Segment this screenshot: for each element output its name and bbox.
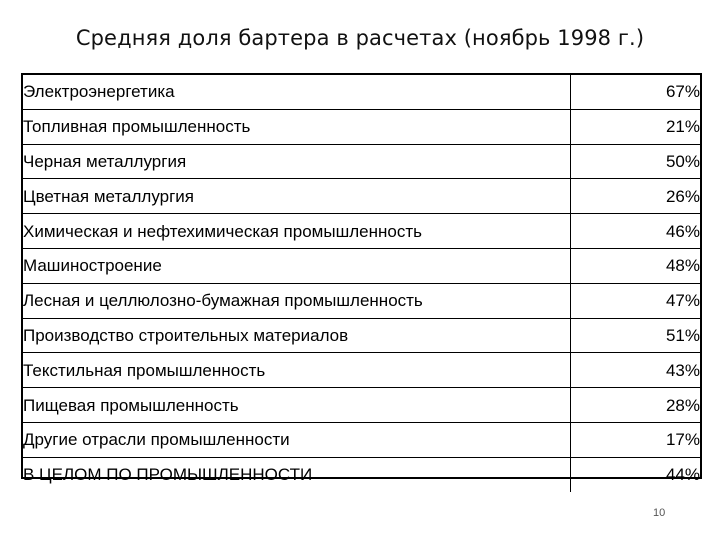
table-row [23, 388, 700, 423]
table-row [23, 318, 700, 353]
table-row [23, 214, 700, 249]
table-row [23, 283, 700, 318]
table-row [23, 75, 700, 109]
page-number: 10 [653, 507, 666, 519]
row-label: Пищевая промышленность [23, 388, 571, 423]
row-label: Лесная и целлюлозно-бумажная промышленность [23, 283, 571, 318]
row-value: 47% [571, 283, 701, 318]
row-value: 51% [571, 318, 701, 353]
row-label: Химическая и нефтехимическая промышленность [23, 214, 571, 249]
slide-title: Средняя доля бартера в расчетах (ноябрь 1998 г.) [75, 26, 645, 50]
data-table [23, 75, 700, 492]
row-label: Другие отрасли промышленности [23, 422, 571, 457]
row-value: 50% [571, 144, 701, 179]
table-row [23, 109, 700, 144]
row-value: 46% [571, 214, 701, 249]
row-label: Цветная металлургия [23, 179, 571, 214]
row-label: Машиностроение [23, 248, 571, 283]
table-row [23, 179, 700, 214]
row-label: В ЦЕЛОМ ПО ПРОМЫШЛЕННОСТИ [23, 457, 571, 491]
row-value: 28% [571, 388, 701, 423]
row-label: Электроэнергетика [23, 75, 571, 109]
table-row-total [23, 457, 700, 491]
row-value: 67% [571, 75, 701, 109]
table-row [23, 353, 700, 388]
table-row [23, 248, 700, 283]
table-row [23, 422, 700, 457]
barter-share-table [21, 73, 702, 485]
row-label: Текстильная промышленность [23, 353, 571, 388]
row-value: 43% [571, 353, 701, 388]
row-label: Производство строительных материалов [23, 318, 571, 353]
row-value: 17% [571, 422, 701, 457]
row-value: 48% [571, 248, 701, 283]
row-value: 44% [665, 465, 700, 485]
row-value: 21% [571, 109, 701, 144]
row-label: Черная металлургия [23, 144, 571, 179]
row-value: 26% [571, 179, 701, 214]
row-label: Топливная промышленность [23, 109, 571, 144]
table-row [23, 144, 700, 179]
